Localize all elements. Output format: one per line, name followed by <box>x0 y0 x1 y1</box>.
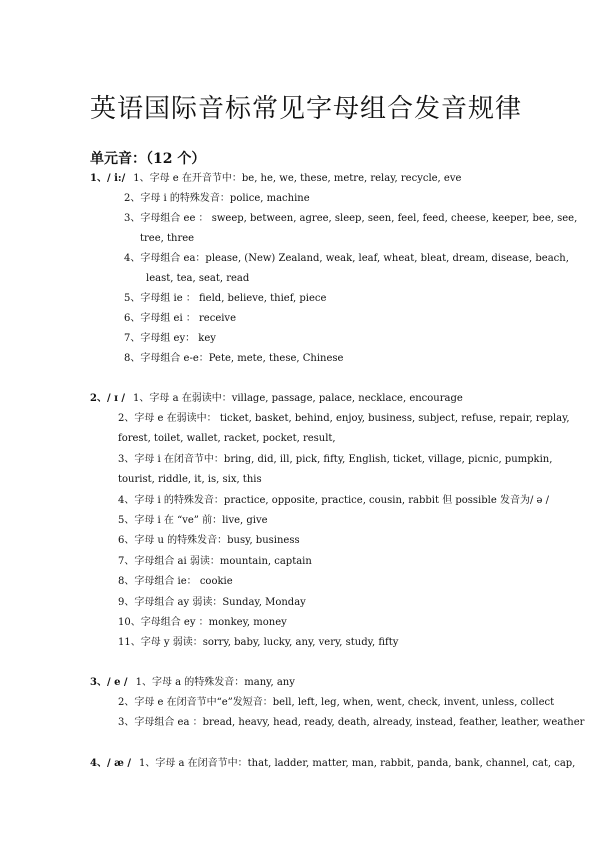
rule-line: 7、字母组合 ai 弱读：mountain, captain <box>118 556 312 567</box>
rule-line: forest, toilet, wallet, racket, pocket, result, <box>118 433 336 444</box>
rule-line <box>90 392 463 406</box>
rule-line: 6、字母 u 的特殊发音：busy, business <box>118 535 300 546</box>
rule-line <box>90 172 461 186</box>
rule-text: 1、字母 e 在开音节中：be, he, we, these, metre, relay, recycle, eve <box>133 173 462 184</box>
rule-line: 3、字母 i 在闭音节中：bring, did, ill, pick, fifty, English, ticket, village, picnic, pumpkin, <box>118 454 553 465</box>
rule-text: 1、字母 a 在弱读中：village, passage, palace, necklace, encourage <box>133 393 463 404</box>
rule-line: tourist, riddle, it, is, six, this <box>118 474 262 485</box>
rule-line: 5、字母组 ie ： field, believe, thief, piece <box>124 293 327 304</box>
rule-text: 1、字母 a 的特殊发音：many, any <box>135 677 295 688</box>
rule-line: tree, three <box>140 233 195 244</box>
rule-line: 10、字母组合 ey ：monkey, money <box>118 617 287 628</box>
rule-text: 1、字母 a 在闭音节中：that, ladder, matter, man, rabbit, panda, bank, channel, cat, cap, <box>138 758 576 769</box>
rule-line: least, tea, seat, read <box>146 273 250 284</box>
rule-line: 5、字母 i 在 “ve” 前：live, give <box>118 515 268 526</box>
phoneme-label: 3、/ e / <box>90 677 128 688</box>
rule-line: 2、字母 e 在闭音节中“e”发短音：bell, left, leg, when, went, check, invent, unless, collect <box>118 697 555 708</box>
rule-line: 11、字母 y 弱读：sorry, baby, lucky, any, very, study, fifty <box>118 637 399 648</box>
rule-line: 2、字母 e 在弱读中： ticket, basket, behind, enjoy, business, subject, refuse, repair, replay, <box>118 413 570 424</box>
rule-line <box>90 757 575 771</box>
phoneme-label: 1、/ i:/ <box>90 173 126 184</box>
rule-line: 8、字母组合 ie： cookie <box>118 576 233 587</box>
rule-line: 7、字母组 ey： key <box>124 333 216 344</box>
rule-line: 3、字母组合 ee ： sweep, between, agree, sleep, seen, feel, feed, cheese, keeper, bee, see, <box>124 213 578 224</box>
rule-line: 9、字母组合 ay 弱读：Sunday, Monday <box>118 597 306 608</box>
rule-line <box>90 676 295 690</box>
page-title: 英语国际音标常见字母组合发音规律 <box>90 94 523 124</box>
rule-line: 8、字母组合 e-e：Pete, mete, these, Chinese <box>124 353 344 364</box>
rule-line: 6、字母组 ei ： receive <box>124 313 236 324</box>
phoneme-label: 2、/ ɪ / <box>90 393 126 404</box>
rule-line: 4、字母组合 ea：please, (New) Zealand, weak, leaf, wheat, bleat, dream, disease, beach, <box>124 253 569 264</box>
rule-line: 2、字母 i 的特殊发音：police, machine <box>124 193 310 204</box>
rule-line: 4、字母 i 的特殊发音：practice, opposite, practice, cousin, rabbit 但 possible 发音为/ ə / <box>118 495 549 506</box>
section-heading: 单元音：（12 个） <box>90 151 206 167</box>
rule-line: 3、字母组合 ea ：bread, heavy, head, ready, death, already, instead, feather, leather, weather <box>118 717 585 728</box>
phoneme-label: 4、/ æ / <box>90 758 131 769</box>
